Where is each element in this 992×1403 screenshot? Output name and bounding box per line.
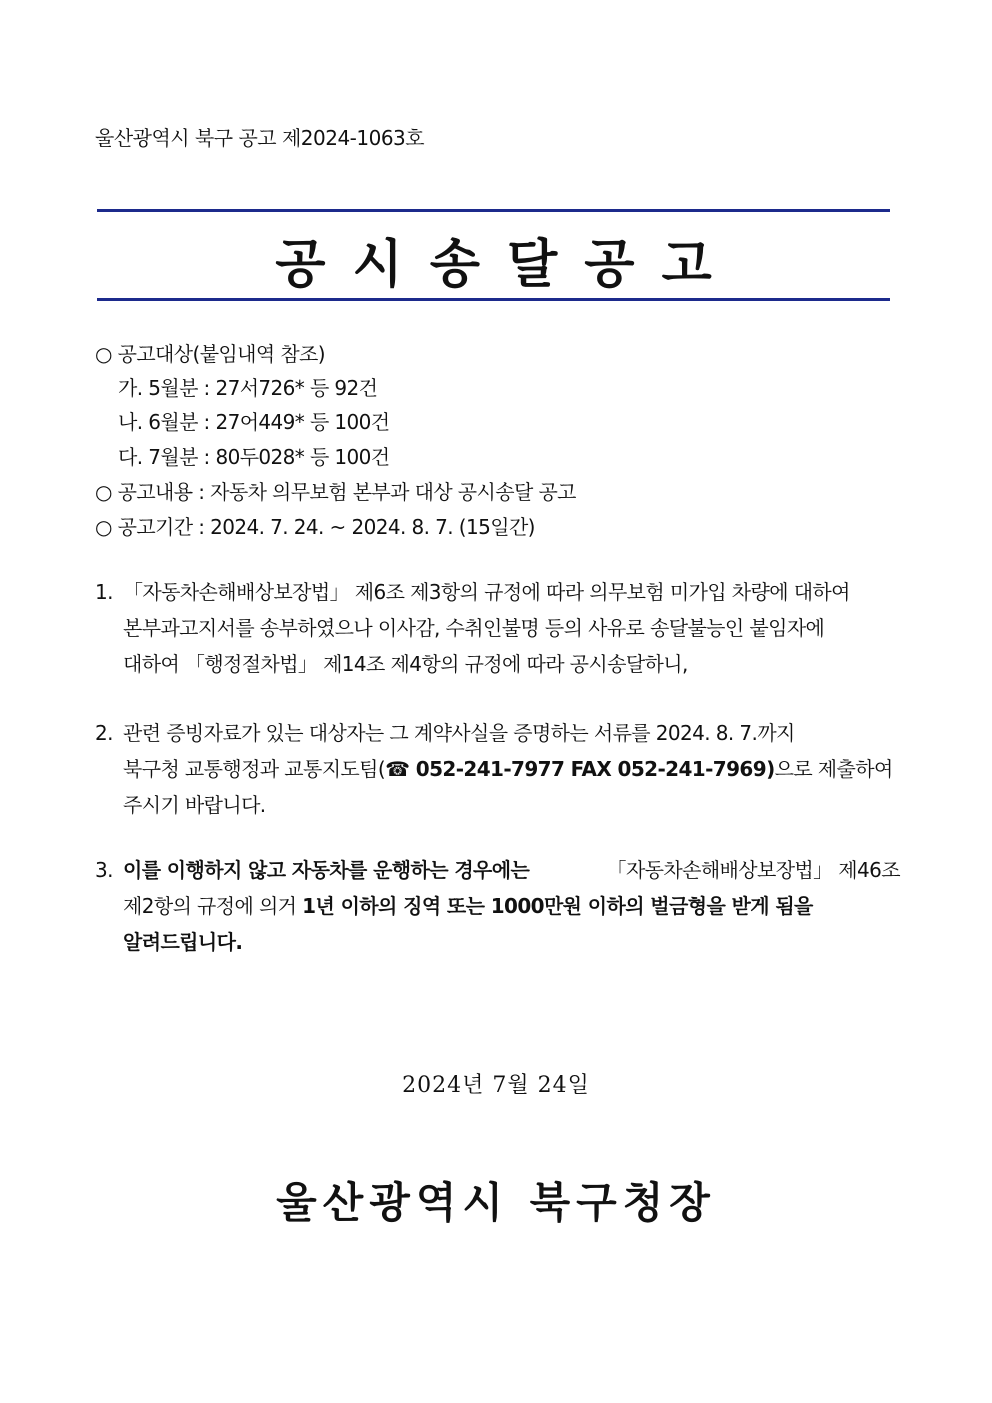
target-item-july: 다. 7월분 : 80두028* 등 100건	[118, 445, 390, 469]
paragraph-number: 2.	[95, 721, 113, 745]
paragraph-number: 1.	[95, 580, 113, 604]
paragraph-line: 알려드립니다.	[123, 930, 243, 954]
paragraph-text: 북구청 교통행정과 교통지도팀(	[123, 757, 386, 781]
notice-date: 2024년 7월 24일	[402, 1073, 590, 1098]
paragraph-1	[95, 574, 900, 682]
page-title: 공시송달공고	[275, 235, 739, 295]
paragraph-text: 으로 제출하여	[774, 757, 893, 781]
penalty-details: 1년 이하의 징역 또는 1000만원 이하의 벌금형을 받게 됨을	[302, 894, 813, 918]
notice-period: ○ 공고기간 : 2024. 7. 24. ~ 2024. 8. 7. (15일간)	[95, 515, 535, 539]
paragraph-text: 「자동차손해배상보장법」 제46조	[606, 858, 900, 882]
notice-number: 울산광역시 북구 공고 제2024-1063호	[95, 126, 425, 150]
paragraph-line: 주시기 바랍니다.	[123, 793, 266, 817]
paragraph-3	[95, 852, 900, 960]
paragraph-text: 제2항의 규정에 의거	[123, 894, 297, 918]
notice-content: ○ 공고내용 : 자동차 의무보험 본부과 대상 공시송달 공고	[95, 480, 576, 504]
paragraph-line: 「자동차손해배상보장법」 제6조 제3항의 규정에 따라 의무보험 미가입 차량에 대하여	[123, 580, 850, 604]
paragraph-2	[95, 715, 900, 823]
paragraph-line	[95, 751, 900, 787]
paragraph-line	[95, 888, 900, 924]
target-heading: ○ 공고대상(붙임내역 참조)	[95, 342, 325, 366]
contact-numbers: ☎ 052-241-7977 FAX 052-241-7969)	[385, 757, 775, 781]
issuer-signature: 울산광역시 북구청장	[276, 1178, 716, 1227]
target-item-june: 나. 6월분 : 27어449* 등 100건	[118, 410, 390, 434]
title-top-rule	[97, 209, 890, 212]
paragraph-line: 본부과고지서를 송부하였으나 이사감, 수취인불명 등의 사유로 송달불능인 붙임자에	[123, 616, 825, 640]
paragraph-number: 3.	[95, 858, 113, 882]
paragraph-line: 관련 증빙자료가 있는 대상자는 그 계약사실을 증명하는 서류를 2024. 8. 7.까지	[123, 721, 795, 745]
target-item-may: 가. 5월분 : 27서726* 등 92건	[118, 376, 378, 400]
penalty-warning: 이를 이행하지 않고 자동차를 운행하는 경우에는	[123, 858, 530, 882]
paragraph-line: 대하여 「행정절차법」 제14조 제4항의 규정에 따라 공시송달하니,	[123, 652, 688, 676]
title-bottom-rule	[97, 298, 890, 301]
